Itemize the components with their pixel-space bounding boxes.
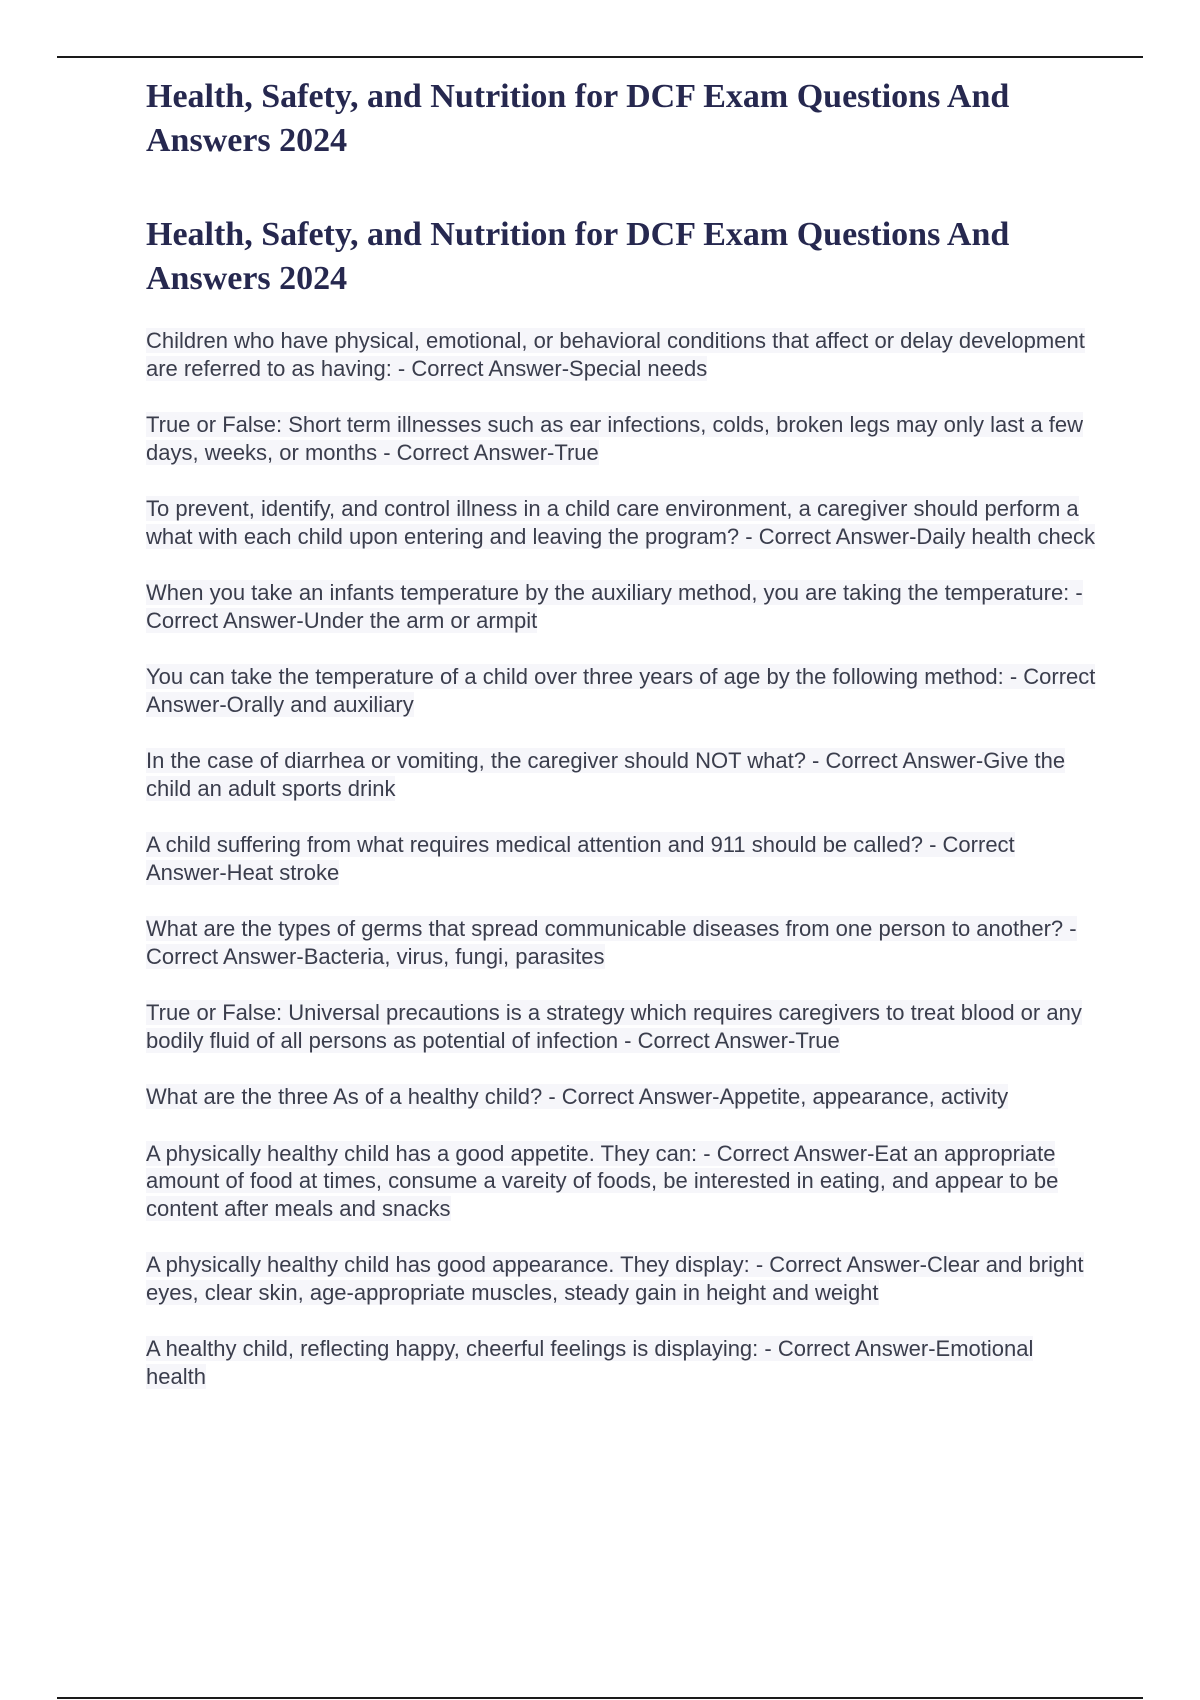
qa-item (146, 1140, 1096, 1223)
qa-item (146, 1083, 1096, 1111)
qa-list (146, 327, 1096, 1390)
bottom-rule (57, 1697, 1143, 1699)
qa-item (146, 579, 1096, 634)
document-title: Health, Safety, and Nutrition for DCF Exam Questions And Answers 2024 (146, 78, 1010, 159)
qa-text: A physically healthy child has a good appetite. They can: - Correct Answer-Eat an appropriate amount of food at times, consume a vareity of foods, be interested in eating, and appear to be content after meals and snacks (146, 1140, 1059, 1221)
qa-item (146, 1251, 1096, 1306)
qa-text: True or False: Short term illnesses such as ear infections, colds, broken legs may only last a few days, weeks, or months - Correct Answer-True (146, 412, 1084, 465)
qa-text: A healthy child, reflecting happy, cheerful feelings is displaying: - Correct Answer-Emotional health (146, 1336, 1034, 1389)
qa-text: What are the types of germs that spread communicable diseases from one person to another? - Correct Answer-Bacteria, virus, fungi, parasites (146, 916, 1077, 969)
top-rule (57, 56, 1143, 58)
qa-item (146, 495, 1096, 550)
qa-text: You can take the temperature of a child over three years of age by the following method: - Correct Answer-Orally and auxiliary (146, 664, 1096, 717)
qa-item (146, 999, 1096, 1054)
qa-text: To prevent, identify, and control illness in a child care environment, a caregiver should perform a what with each child upon entering and leaving the program? - Correct Answer-Daily health check (146, 496, 1095, 549)
document-heading: Health, Safety, and Nutrition for DCF Exam Questions And Answers 2024 (146, 216, 1010, 297)
document-body (146, 70, 1096, 1419)
qa-text: What are the three As of a healthy child? - Correct Answer-Appetite, appearance, activity (146, 1084, 1009, 1109)
qa-text: Children who have physical, emotional, or behavioral conditions that affect or delay development are referred to as having: - Correct Answer-Special needs (146, 328, 1085, 381)
qa-item (146, 411, 1096, 466)
qa-item (146, 327, 1096, 382)
qa-text: In the case of diarrhea or vomiting, the caregiver should NOT what? - Correct Answer-Give the child an adult sports drink (146, 748, 1066, 801)
qa-text: When you take an infants temperature by the auxiliary method, you are taking the temperature: - Correct Answer-Under the arm or armpit (146, 580, 1083, 633)
qa-text: A physically healthy child has good appearance. They display: - Correct Answer-Clear and bright eyes, clear skin, age-appropriate muscles, steady gain in height and weight (146, 1252, 1084, 1305)
qa-text: True or False: Universal precautions is a strategy which requires caregivers to treat blood or any bodily fluid of all persons as potential of infection - Correct Answer-True (146, 1000, 1082, 1053)
qa-item (146, 1335, 1096, 1390)
qa-item (146, 831, 1096, 886)
qa-text: A child suffering from what requires medical attention and 911 should be called? - Correct Answer-Heat stroke (146, 832, 1015, 885)
qa-item (146, 747, 1096, 802)
qa-item (146, 663, 1096, 718)
qa-item (146, 915, 1096, 970)
